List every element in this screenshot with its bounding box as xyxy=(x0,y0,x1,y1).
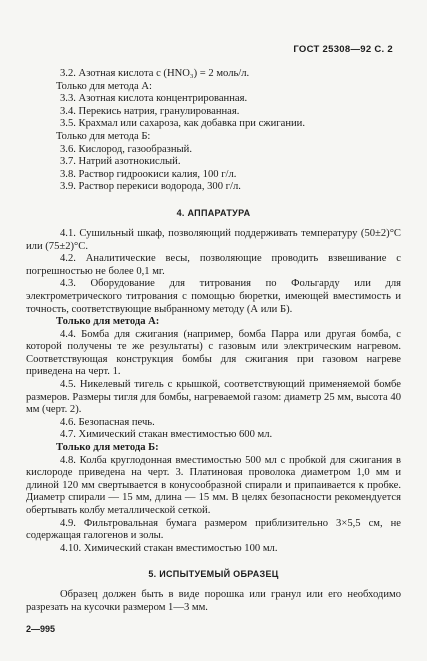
method-label: Только для метода Б: xyxy=(56,442,159,454)
list-item: 3.5. Крахмал или сахароза, как добавка при сжигании. xyxy=(60,118,305,130)
paragraph: 4.6. Безопасная печь. xyxy=(60,416,155,428)
list-item: 3.3. Азотная кислота концентрированная. xyxy=(60,93,248,105)
paragraph: 4.9. Фильтровальная бумага размером приблизительно 3×5,5 см, не содержащая галогенов и золы. xyxy=(26,517,401,542)
section-heading: 4. АППАРАТУРА xyxy=(176,207,251,218)
paragraph: 4.4. Бомба для сжигания (например, бомба Парра или другая бомба, с которой получены те же результаты) с газовым или электрическим нагревом. Соответствующая конструкция бомбы для сжигания при газовом нагреве приведена на черт. 1. xyxy=(26,328,401,378)
paragraph: 4.7. Химический стакан вместимостью 600 мл. xyxy=(60,429,273,441)
page-footer: 2—995 xyxy=(26,624,56,634)
list-item: 3.9. Раствор перекиси водорода, 300 г/л. xyxy=(60,181,241,193)
paragraph: 4.8. Колба круглодонная вместимостью 500 мл с пробкой для сжигания в кислороде приведена на черт. 3. Платиновая проволока диаметром 1,0 мм и длиной 120 мм свертывается в конусообразной спирали и припаивается к пробке. Диаметр спирали — 15 мм, длина — 15 мм. В целях безопасности рекомендуется обертывать колбу металлической сеткой. xyxy=(26,454,401,516)
list-item: 3.7. Натрий азотнокислый. xyxy=(60,156,181,168)
paragraph: 4.3. Оборудование для титрования по Фольгарду или для электрометрического титрования с помощью бюретки, имеющей вместимость и точность, соответствующие выбранному методу (А или Б). xyxy=(26,278,401,315)
section-heading: 5. ИСПЫТУЕМЫЙ ОБРАЗЕЦ xyxy=(148,569,279,580)
list-item: 3.4. Перекись натрия, гранулированная. xyxy=(60,105,240,117)
page-header: ГОСТ 25308—92 С. 2 xyxy=(293,44,393,55)
method-label: Только для метода А: xyxy=(56,316,160,328)
page-content xyxy=(26,68,401,615)
paragraph: 4.5. Никелевый тигель с крышкой, соответствующий применяемой бомбе размеров. Размеры тигля для бомбы, нагреваемой газом: диаметр 25 мм, высота 40 мм (черт. 2). xyxy=(26,379,401,416)
method-label: Только для метода Б: xyxy=(56,130,151,142)
paragraph: Образец должен быть в виде порошка или гранул или его необходимо разрезать на кусочки размером 1—3 мм. xyxy=(26,589,401,613)
paragraph: 4.10. Химический стакан вместимостью 100 мл. xyxy=(60,542,278,554)
method-label: Только для метода А: xyxy=(56,80,152,92)
list-item: 3.6. Кислород, газообразный. xyxy=(60,143,192,155)
list-item: 3.2. Азотная кислота c (HNO₃) = 2 моль/л. xyxy=(60,68,250,79)
list-item: 3.8. Раствор гидроокиси калия, 100 г/л. xyxy=(60,168,237,180)
paragraph: 4.1. Сушильный шкаф, позволяющий поддерживать температуру (50±2)°С или (75±2)°С. xyxy=(26,227,401,252)
paragraph: 4.2. Аналитические весы, позволяющие проводить взвешивание с погрешностью не более 0,1 мг. xyxy=(26,253,401,277)
